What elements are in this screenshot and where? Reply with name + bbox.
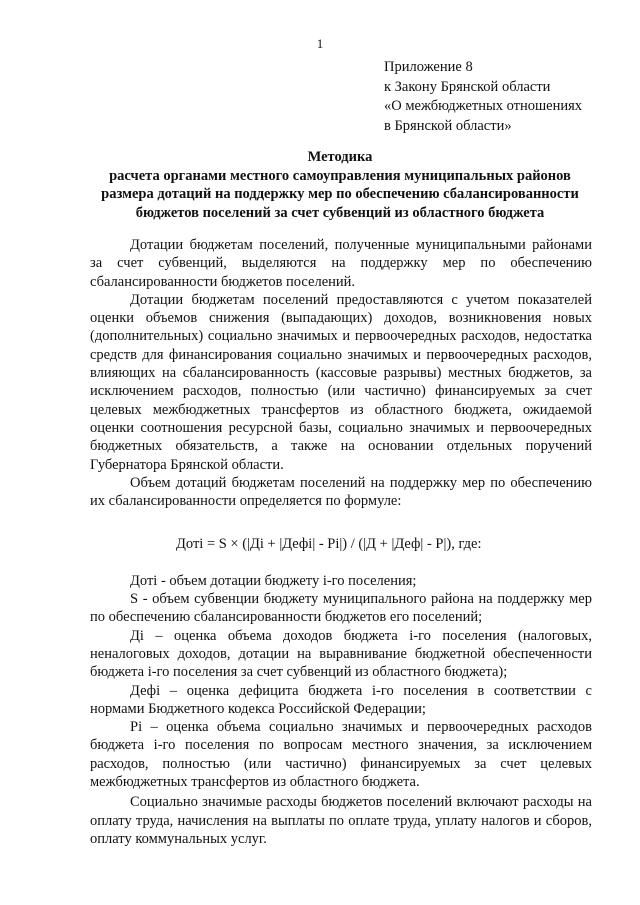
body-paragraph: Объем дотаций бюджетам поселений на поддержку мер по обеспечению их сбалансированности определяется по формуле: (90, 474, 592, 510)
appendix-reference (384, 58, 624, 136)
definition-item: Дi – оценка объема доходов бюджета i-го поселения (налоговых, неналоговых доходов, дотации на выравнивание бюджетной обеспеченности бюджета i-го поселения за счет субвенций из областного бюджета); (90, 627, 592, 681)
definition-item: Дефi – оценка дефицита бюджета i-го поселения в соответствии с нормами Бюджетного кодекса Российской Федерации; (90, 682, 592, 717)
title-line: бюджетов поселений за счет субвенций из областного бюджета (135, 204, 545, 221)
title-line: расчета органами местного самоуправления муниципальных районов (109, 167, 571, 184)
definition-item: Дотi - объем дотации бюджету i-го поселения; (130, 572, 417, 589)
closing-paragraph: Социально значимые расходы бюджетов поселений включают расходы на оплату труда, начисления на выплаты по оплате труда, уплату налогов и сборов, оплату коммунальных услуг. (90, 794, 592, 847)
appendix-line: «О межбюджетных отношениях (384, 98, 583, 114)
title-line: Методика (307, 149, 373, 165)
appendix-line: в Брянской области» (384, 117, 512, 134)
appendix-line: к Закону Брянской области (384, 78, 551, 95)
definition-item: Pi – оценка объема социально значимых и первоочередных расходов бюджета i-го поселения по вопросам местного значения, за исключением расходов, полностью (или частично) финансируемых за счет целевых межбюджетных трансфертов из областного бюджета. (90, 719, 592, 791)
definition-item: S - объем субвенции бюджету муниципального района на поддержку мер по обеспечению сбалансированности бюджетов его поселений; (90, 591, 592, 626)
page-number: 1 (316, 36, 324, 51)
document-body (90, 236, 592, 848)
body-paragraph: Дотации бюджетам поселений предоставляются с учетом показателей оценки объемов снижения (выпадающих) доходов, возникновения новых (дополнительных) социально значимых и первоочередных расходов, недостатка средств для финансирования социально значимых и первоочередных расходов, влияющих на сбалансированность (кассовые разрывы) местных бюджетов, за исключением расходов, полностью (или частично) финансируемых за счет целевых межбюджетных трансфертов из областного бюджета, ожидаемой оценки соотношения ресурсной базы, социально значимых и первоочередных бюджетных обязательств, а также на основании отдельных поручений Губернатора Брянской области. (90, 291, 592, 473)
formula: Дотi = S × (|Дi + |Дефi| - Pi|) / (|Д + |Деф| - P|), где: (176, 536, 482, 553)
appendix-line: Приложение 8 (384, 59, 473, 75)
document-title (40, 148, 640, 222)
title-line: размера дотаций на поддержку мер по обеспечению сбалансированности (101, 186, 579, 202)
body-paragraph: Дотации бюджетам поселений, полученные муниципальными районами за счет субвенций, выделяются на поддержку мер по обеспечению сбалансированности бюджетов поселений. (90, 237, 592, 290)
